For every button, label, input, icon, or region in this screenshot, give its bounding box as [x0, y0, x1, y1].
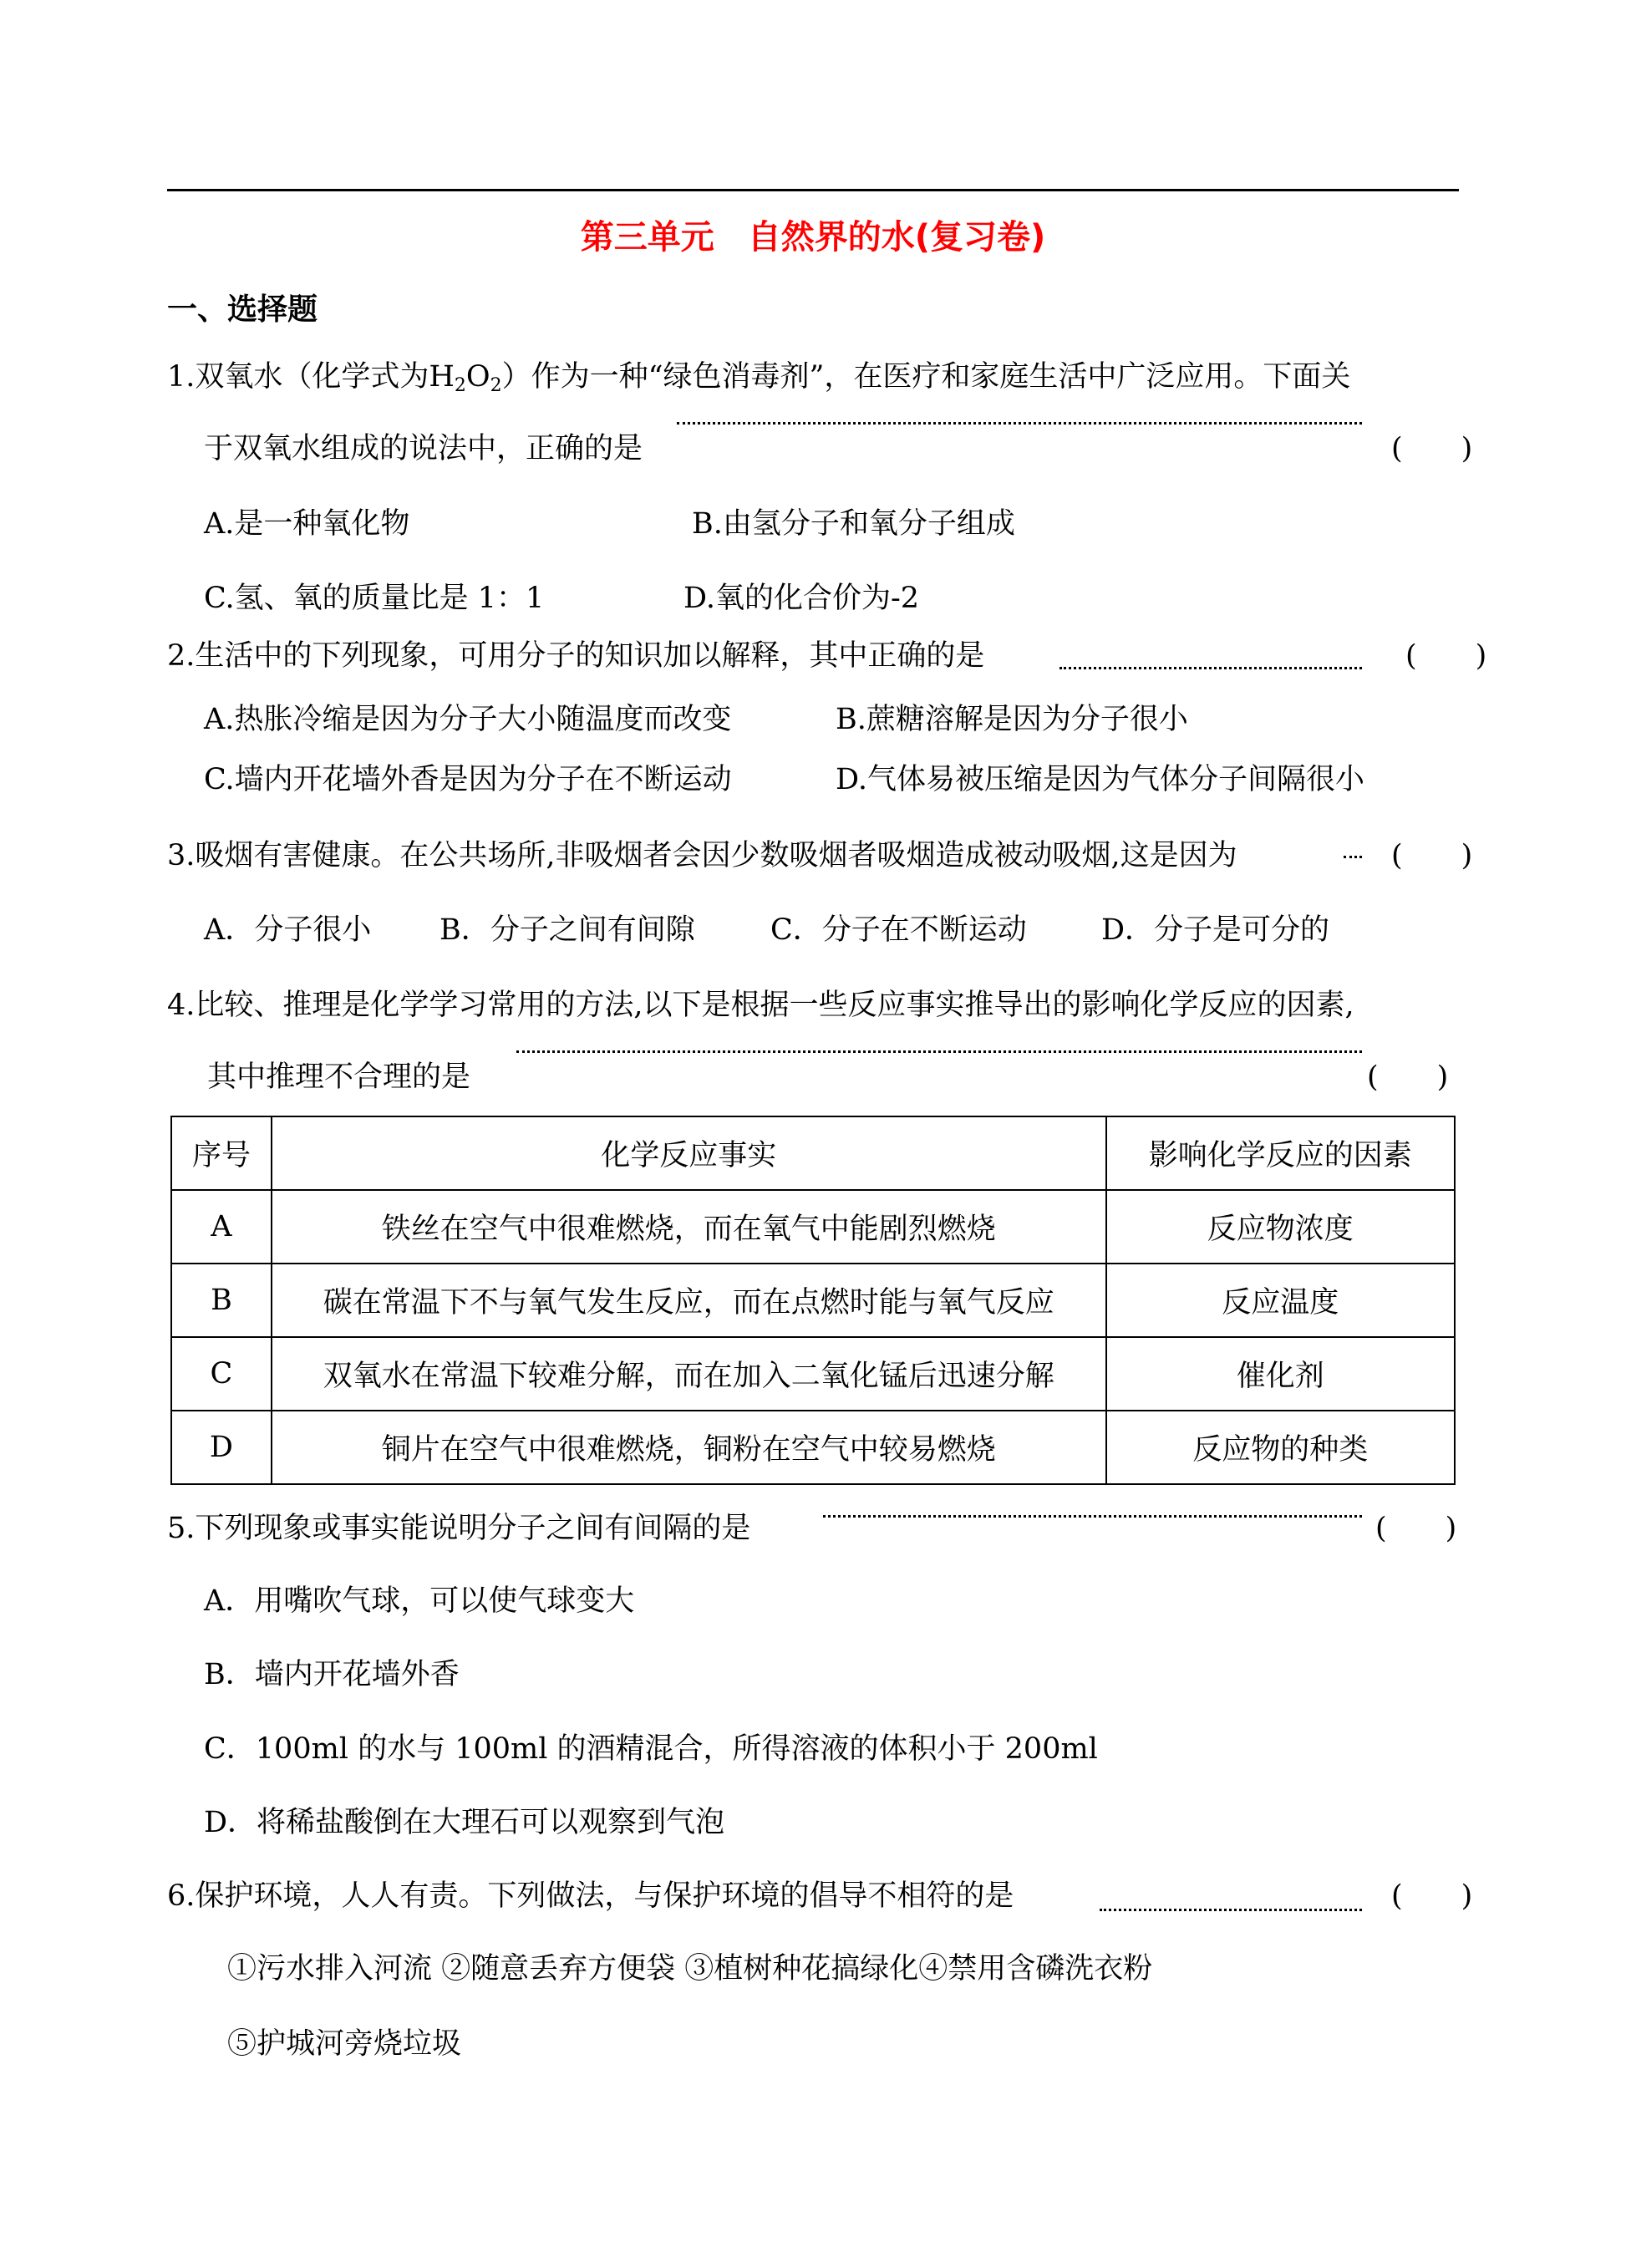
- q6-items-line2: ⑤护城河旁烧垃圾: [227, 2027, 462, 2061]
- q3-option-c: C．分子在不断运动: [770, 913, 1027, 947]
- table-cell: B: [171, 1264, 272, 1337]
- table-cell: 催化剂: [1106, 1337, 1455, 1411]
- table-row: [171, 1264, 1455, 1337]
- q3-option-b: B．分子之间有间隙: [440, 913, 695, 947]
- table-cell: 反应温度: [1106, 1264, 1455, 1337]
- q1-line2: 于双氧水组成的说法中，正确的是: [204, 432, 643, 465]
- page-title: 第三单元 自然界的水(复习卷): [580, 218, 1046, 257]
- q5-option-d: D．将稀盐酸倒在大理石可以观察到气泡: [204, 1806, 725, 1839]
- q4-answer-bracket: ( ): [1367, 1060, 1449, 1094]
- table-cell: D: [171, 1411, 272, 1484]
- q3-option-d: D．分子是可分的: [1101, 913, 1330, 947]
- table-cell: C: [171, 1337, 272, 1411]
- q2-option-c: C.墙内开花墙外香是因为分子在不断运动: [204, 763, 732, 796]
- table-header-cell: 序号: [171, 1116, 272, 1190]
- table-header-cell: 影响化学反应的因素: [1106, 1116, 1455, 1190]
- table-row: [171, 1190, 1455, 1264]
- q3-leader: [1344, 856, 1362, 858]
- q5-option-b: B．墙内开花墙外香: [204, 1658, 460, 1691]
- q1-option-b: B.由氢分子和氧分子组成: [692, 507, 1015, 541]
- q1-answer-bracket: ( ): [1391, 432, 1473, 465]
- q1-option-a: A.是一种氧化物: [204, 507, 410, 541]
- q5-stem: 5.下列现象或事实能说明分子之间有间隔的是: [167, 1512, 751, 1545]
- q6-items-line1: ①污水排入河流 ②随意丢弃方便袋 ③植树种花搞绿化④禁用含磷洗衣粉: [227, 1952, 1153, 1986]
- q1-option-d: D.氧的化合价为-2: [683, 582, 920, 615]
- q1-line1: 1.双氧水（化学式为$H_2O_2$）作为一种“绿色消毒剂”，在医疗和家庭生活中广泛应用。下面关: [167, 360, 1351, 396]
- section-heading: 一、选择题: [167, 292, 318, 327]
- q2-option-b: B.蔗糖溶解是因为分子很小: [836, 703, 1188, 736]
- table-cell: 铜片在空气中很难燃烧，铜粉在空气中较易燃烧: [272, 1411, 1106, 1484]
- q6-leader: [1100, 1909, 1362, 1911]
- reaction-factors-table: [170, 1116, 1456, 1485]
- q3-answer-bracket: ( ): [1391, 839, 1473, 872]
- q4-line1: 4.比较、推理是化学学习常用的方法,以下是根据一些反应事实推导出的影响化学反应的因素,: [167, 989, 1354, 1022]
- table-row: [171, 1337, 1455, 1411]
- table-cell: 反应物的种类: [1106, 1411, 1455, 1484]
- q6-stem: 6.保护环境，人人有责。下列做法，与保护环境的倡导不相符的是: [167, 1879, 1014, 1913]
- q5-option-a: A．用嘴吹气球，可以使气球变大: [204, 1584, 635, 1618]
- table-row: [171, 1411, 1455, 1484]
- table-cell: 双氧水在常温下较难分解，而在加入二氧化锰后迅速分解: [272, 1337, 1106, 1411]
- table-cell: A: [171, 1190, 272, 1264]
- q5-answer-bracket: ( ): [1375, 1512, 1457, 1545]
- q5-option-c: C．100ml 的水与 100ml 的酒精混合，所得溶液的体积小于 200ml: [204, 1732, 1098, 1766]
- q3-option-a: A．分子很小: [204, 913, 372, 947]
- q2-answer-bracket: ( ): [1405, 639, 1487, 673]
- table-header-row: [171, 1116, 1455, 1190]
- q1-leader-top: [677, 422, 1362, 425]
- q6-answer-bracket: ( ): [1391, 1879, 1473, 1913]
- q2-leader: [1059, 667, 1362, 669]
- table-cell: 反应物浓度: [1106, 1190, 1455, 1264]
- q4-leader-top: [516, 1050, 1362, 1053]
- q2-option-a: A.热胀冷缩是因为分子大小随温度而改变: [204, 703, 732, 736]
- q1-option-c: C.氢、氧的质量比是 1：1: [204, 582, 545, 615]
- q4-line2: 其中推理不合理的是: [207, 1060, 471, 1094]
- q2-option-d: D.气体易被压缩是因为气体分子间隔很小: [836, 763, 1364, 796]
- table-cell: 碳在常温下不与氧气发生反应，而在点燃时能与氧气反应: [272, 1264, 1106, 1337]
- header-rule: [167, 189, 1459, 191]
- table-cell: 铁丝在空气中很难燃烧，而在氧气中能剧烈燃烧: [272, 1190, 1106, 1264]
- table-header-cell: 化学反应事实: [272, 1116, 1106, 1190]
- q5-leader: [823, 1515, 1362, 1518]
- q3-stem: 3.吸烟有害健康。在公共场所,非吸烟者会因少数吸烟者吸烟造成被动吸烟,这是因为: [167, 839, 1237, 872]
- q2-stem: 2.生活中的下列现象，可用分子的知识加以解释，其中正确的是: [167, 639, 985, 673]
